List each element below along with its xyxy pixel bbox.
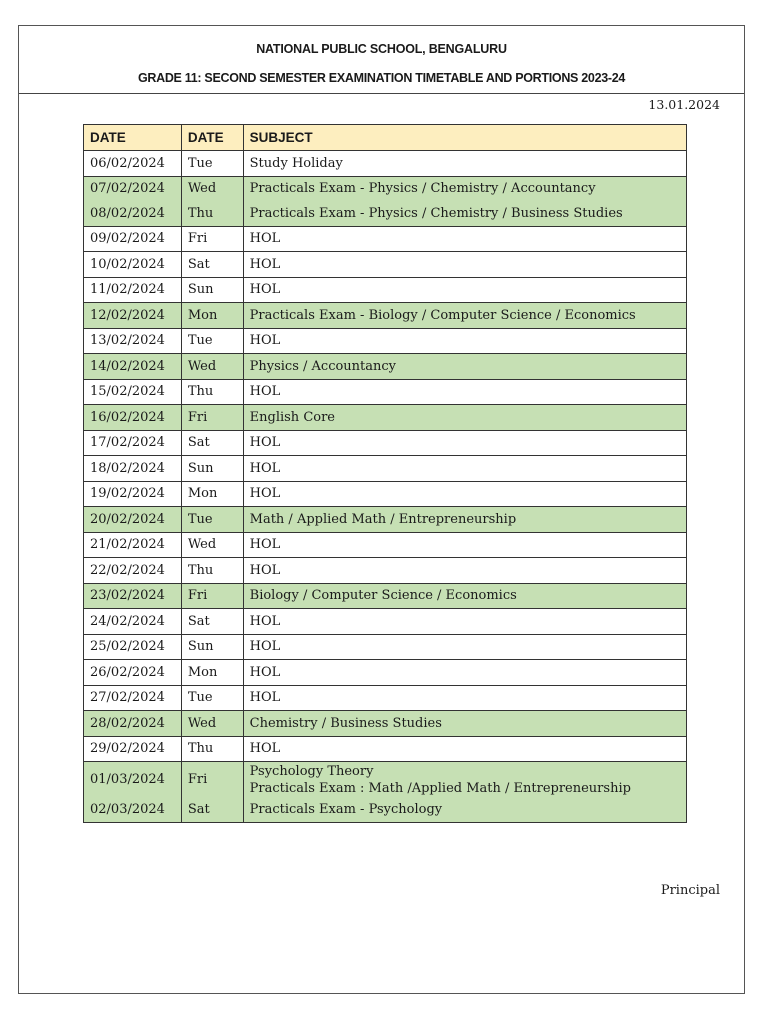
day-cell: Wed xyxy=(181,176,243,201)
date-cell: 19/02/2024 xyxy=(84,481,182,507)
day-cell: Mon xyxy=(181,660,243,686)
date-cell: 10/02/2024 xyxy=(84,252,182,278)
subject-cell: HOL xyxy=(243,226,686,252)
school-name: NATIONAL PUBLIC SCHOOL, BENGALURU xyxy=(256,42,507,56)
date-cell: 11/02/2024 xyxy=(84,277,182,303)
table-row xyxy=(84,226,687,252)
subject-cell: HOL xyxy=(243,430,686,456)
day-cell: Tue xyxy=(181,507,243,533)
subject-cell: Study Holiday xyxy=(243,151,686,177)
table-row xyxy=(84,583,687,609)
table-row xyxy=(84,736,687,762)
table-row xyxy=(84,252,687,278)
column-header-day: DATE xyxy=(181,125,243,151)
day-cell: Tue xyxy=(181,328,243,354)
day-cell: Fri xyxy=(181,405,243,431)
column-header-date: DATE xyxy=(84,125,182,151)
table-row xyxy=(84,354,687,380)
document-header xyxy=(19,26,744,94)
table-row xyxy=(84,507,687,533)
table-row xyxy=(84,430,687,456)
date-cell: 09/02/2024 xyxy=(84,226,182,252)
date-cell: 29/02/2024 xyxy=(84,736,182,762)
table-row xyxy=(84,201,687,226)
date-cell: 01/03/2024 xyxy=(84,762,182,798)
day-cell: Wed xyxy=(181,354,243,380)
subject-cell: HOL xyxy=(243,558,686,584)
table-row xyxy=(84,405,687,431)
table-row xyxy=(84,685,687,711)
day-cell: Thu xyxy=(181,201,243,226)
issue-date: 13.01.2024 xyxy=(648,97,720,112)
subject-cell: Chemistry / Business Studies xyxy=(243,711,686,737)
subject-cell: HOL xyxy=(243,481,686,507)
table-row xyxy=(84,151,687,177)
day-cell: Sat xyxy=(181,609,243,635)
date-cell: 06/02/2024 xyxy=(84,151,182,177)
day-cell: Sat xyxy=(181,430,243,456)
table-row xyxy=(84,176,687,201)
subject-cell: HOL xyxy=(243,609,686,635)
day-cell: Mon xyxy=(181,481,243,507)
date-cell: 16/02/2024 xyxy=(84,405,182,431)
table-row xyxy=(84,303,687,329)
date-cell: 18/02/2024 xyxy=(84,456,182,482)
date-cell: 14/02/2024 xyxy=(84,354,182,380)
subject-cell: Physics / Accountancy xyxy=(243,354,686,380)
subject-cell: HOL xyxy=(243,328,686,354)
signature-principal: Principal xyxy=(660,883,720,898)
table-row xyxy=(84,379,687,405)
date-cell: 22/02/2024 xyxy=(84,558,182,584)
day-cell: Tue xyxy=(181,685,243,711)
subject-cell: HOL xyxy=(243,634,686,660)
table-row xyxy=(84,660,687,686)
day-cell: Mon xyxy=(181,303,243,329)
day-cell: Wed xyxy=(181,532,243,558)
date-cell: 25/02/2024 xyxy=(84,634,182,660)
date-cell: 20/02/2024 xyxy=(84,507,182,533)
table-row xyxy=(84,634,687,660)
subject-cell: HOL xyxy=(243,456,686,482)
subject-cell: HOL xyxy=(243,277,686,303)
subject-cell: Practicals Exam - Biology / Computer Science / Economics xyxy=(243,303,686,329)
day-cell: Sat xyxy=(181,797,243,822)
table-row xyxy=(84,558,687,584)
day-cell: Fri xyxy=(181,762,243,798)
subject-cell: HOL xyxy=(243,736,686,762)
day-cell: Tue xyxy=(181,151,243,177)
subject-cell: HOL xyxy=(243,685,686,711)
subject-cell: Practicals Exam - Physics / Chemistry / Accountancy xyxy=(243,176,686,201)
date-cell: 02/03/2024 xyxy=(84,797,182,822)
subject-cell: English Core xyxy=(243,405,686,431)
date-cell: 08/02/2024 xyxy=(84,201,182,226)
subject-cell: Biology / Computer Science / Economics xyxy=(243,583,686,609)
table-row xyxy=(84,609,687,635)
date-cell: 13/02/2024 xyxy=(84,328,182,354)
subject-line: Practicals Exam : Math /Applied Math / Entrepreneurship xyxy=(249,780,631,796)
table-row xyxy=(84,277,687,303)
subject-cell: HOL xyxy=(243,660,686,686)
day-cell: Thu xyxy=(181,558,243,584)
date-cell: 17/02/2024 xyxy=(84,430,182,456)
table-row xyxy=(84,328,687,354)
table-row xyxy=(84,481,687,507)
day-cell: Fri xyxy=(181,226,243,252)
day-cell: Fri xyxy=(181,583,243,609)
subject-cell: HOL xyxy=(243,252,686,278)
date-cell: 28/02/2024 xyxy=(84,711,182,737)
date-cell: 24/02/2024 xyxy=(84,609,182,635)
document-title: GRADE 11: SECOND SEMESTER EXAMINATION TIMETABLE AND PORTIONS 2023-24 xyxy=(137,71,626,85)
table-row xyxy=(84,532,687,558)
table-row xyxy=(84,797,687,822)
date-cell: 21/02/2024 xyxy=(84,532,182,558)
table-header-row xyxy=(84,125,687,151)
day-cell: Sun xyxy=(181,634,243,660)
subject-cell xyxy=(243,762,686,798)
date-cell: 26/02/2024 xyxy=(84,660,182,686)
day-cell: Sat xyxy=(181,252,243,278)
subject-line: Psychology Theory xyxy=(249,763,374,779)
date-cell: 15/02/2024 xyxy=(84,379,182,405)
day-cell: Sun xyxy=(181,277,243,303)
subject-cell: Practicals Exam - Psychology xyxy=(243,797,686,822)
column-header-subject: SUBJECT xyxy=(243,125,686,151)
table-row xyxy=(84,762,687,798)
day-cell: Thu xyxy=(181,736,243,762)
date-cell: 27/02/2024 xyxy=(84,685,182,711)
subject-cell: HOL xyxy=(243,532,686,558)
table-row xyxy=(84,711,687,737)
date-cell: 23/02/2024 xyxy=(84,583,182,609)
day-cell: Thu xyxy=(181,379,243,405)
day-cell: Wed xyxy=(181,711,243,737)
subject-cell: Practicals Exam - Physics / Chemistry / Business Studies xyxy=(243,201,686,226)
page-frame xyxy=(18,25,745,994)
subject-cell: HOL xyxy=(243,379,686,405)
date-cell: 07/02/2024 xyxy=(84,176,182,201)
date-cell: 12/02/2024 xyxy=(84,303,182,329)
timetable xyxy=(83,124,687,823)
table-row xyxy=(84,456,687,482)
day-cell: Sun xyxy=(181,456,243,482)
subject-cell: Math / Applied Math / Entrepreneurship xyxy=(243,507,686,533)
